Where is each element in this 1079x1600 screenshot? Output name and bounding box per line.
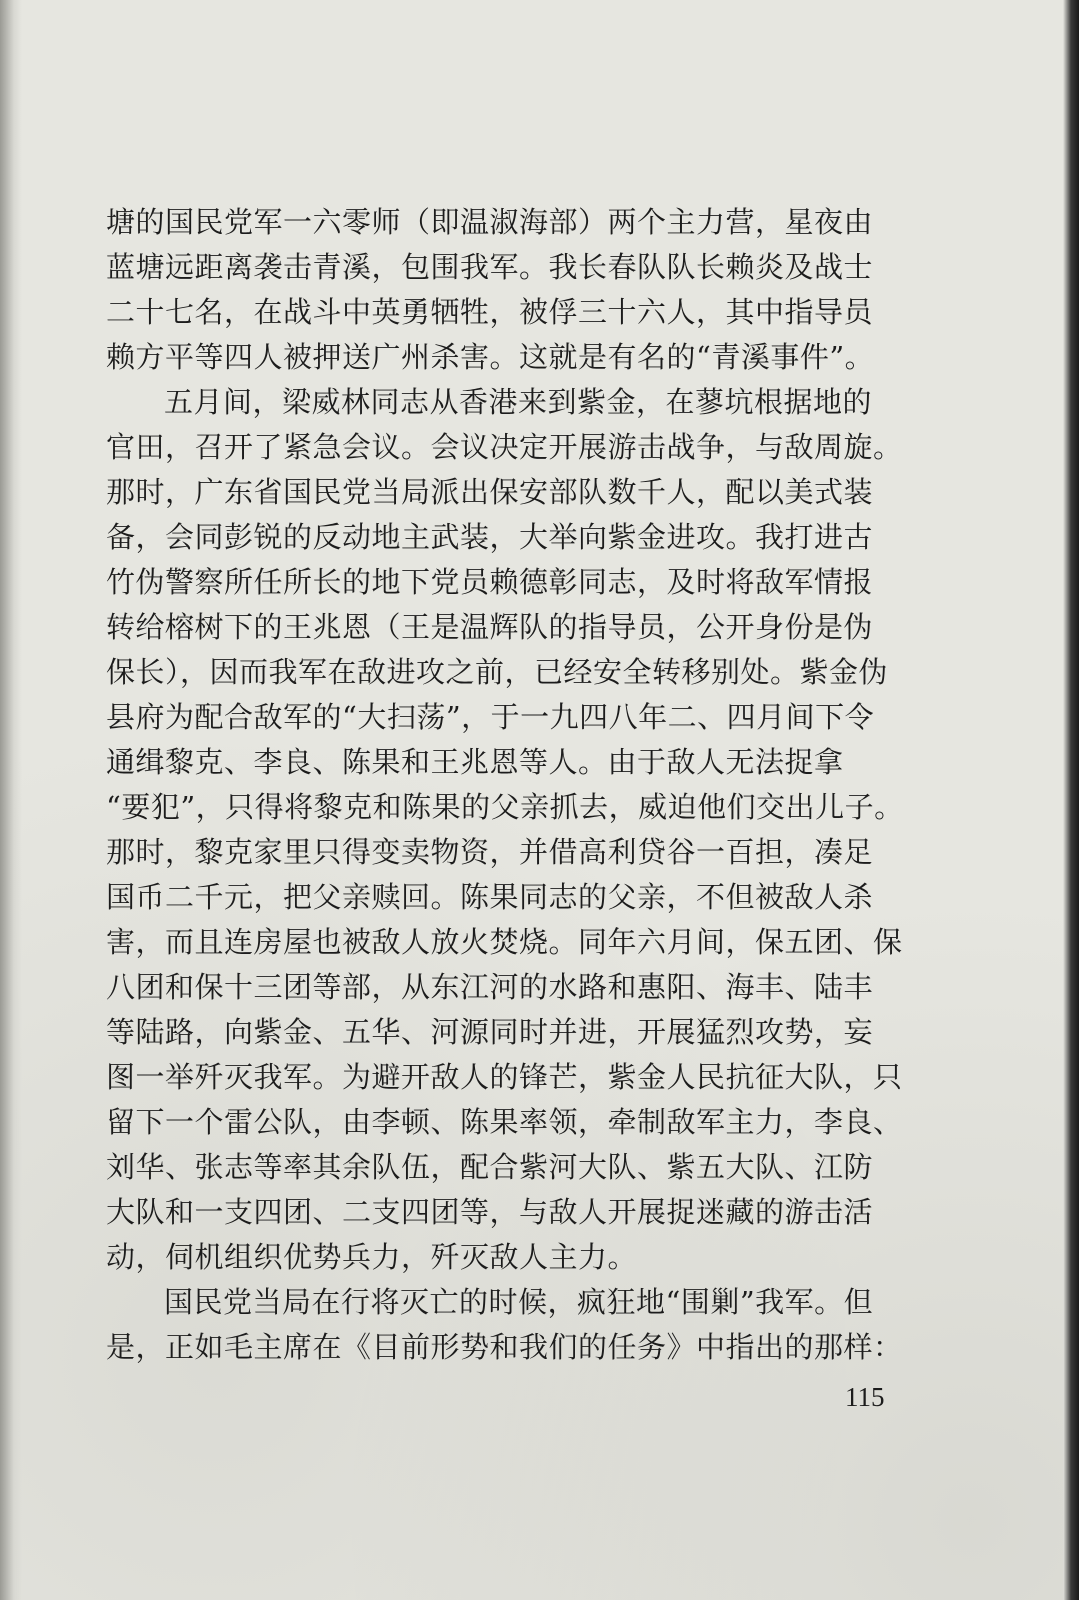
text-line: 是，正如毛主席在《目前形势和我们的任务》中指出的那样：	[106, 1330, 903, 1364]
page-number: 115	[845, 1382, 885, 1412]
text-line: 留下一个雷公队，由李顿、陈果率领，牵制敌军主力，李良、	[106, 1105, 903, 1139]
text-line: 塘的国民党军一六零师（即温淑海部）两个主力营，星夜由	[106, 205, 874, 239]
text-line: 通缉黎克、李良、陈果和王兆恩等人。由于敌人无法捉拿	[106, 745, 844, 779]
text-line: 赖方平等四人被押送广州杀害。这就是有名的“青溪事件”。	[106, 340, 875, 374]
text-line: 二十七名，在战斗中英勇牺牲，被俘三十六人，其中指导员	[106, 295, 874, 329]
text-line: 官田，召开了紧急会议。会议决定开展游击战争，与敌周旋。	[106, 430, 903, 464]
text-line: 保长），因而我军在敌进攻之前，已经安全转移别处。紫金伪	[106, 655, 889, 689]
page-left-shadow	[0, 0, 22, 1600]
body-text	[106, 200, 918, 1370]
text-line: 蓝塘远距离袭击青溪，包围我军。我长春队队长赖炎及战士	[106, 250, 874, 284]
text-line: 转给榕树下的王兆恩（王是温辉队的指导员，公开身份是伪	[106, 610, 874, 644]
text-line: 刘华、张志等率其余队伍，配合紫河大队、紫五大队、江防	[106, 1150, 874, 1184]
text-line: 大队和一支四团、二支四团等，与敌人开展捉迷藏的游击活	[106, 1195, 874, 1229]
text-line: 竹伪警察所任所长的地下党员赖德彰同志，及时将敌军情报	[106, 565, 874, 599]
text-line: 备，会同彭锐的反动地主武装，大举向紫金进攻。我打进古	[106, 520, 874, 554]
text-line: 八团和保十三团等部，从东江河的水路和惠阳、海丰、陆丰	[106, 970, 874, 1004]
text-line: 害，而且连房屋也被敌人放火焚烧。同年六月间，保五团、保	[106, 925, 903, 959]
text-line: 县府为配合敌军的“大扫荡”，于一九四八年二、四月间下令	[106, 700, 875, 734]
text-line: 图一举歼灭我军。为避开敌人的锋芒，紫金人民抗征大队，只	[106, 1060, 903, 1094]
text-line: 那时，广东省国民党当局派出保安部队数千人，配以美式装	[106, 475, 874, 509]
text-line: “要犯”，只得将黎克和陈果的父亲抓去，威迫他们交出儿子。	[106, 790, 904, 824]
text-line: 国民党当局在行将灭亡的时候，疯狂地“围剿”我军。但	[164, 1285, 874, 1319]
text-line: 五月间，梁威林同志从香港来到紫金，在蓼坑根据地的	[164, 385, 873, 419]
text-line: 动，伺机组织优势兵力，歼灭敌人主力。	[106, 1240, 638, 1274]
text-line: 那时，黎克家里只得变卖物资，并借高利贷谷一百担，凑足	[106, 835, 874, 869]
text-line: 等陆路，向紫金、五华、河源同时并进，开展猛烈攻势，妄	[106, 1015, 874, 1049]
page-right-edge	[1063, 0, 1079, 1600]
text-line: 国币二千元，把父亲赎回。陈果同志的父亲，不但被敌人杀	[106, 880, 874, 914]
